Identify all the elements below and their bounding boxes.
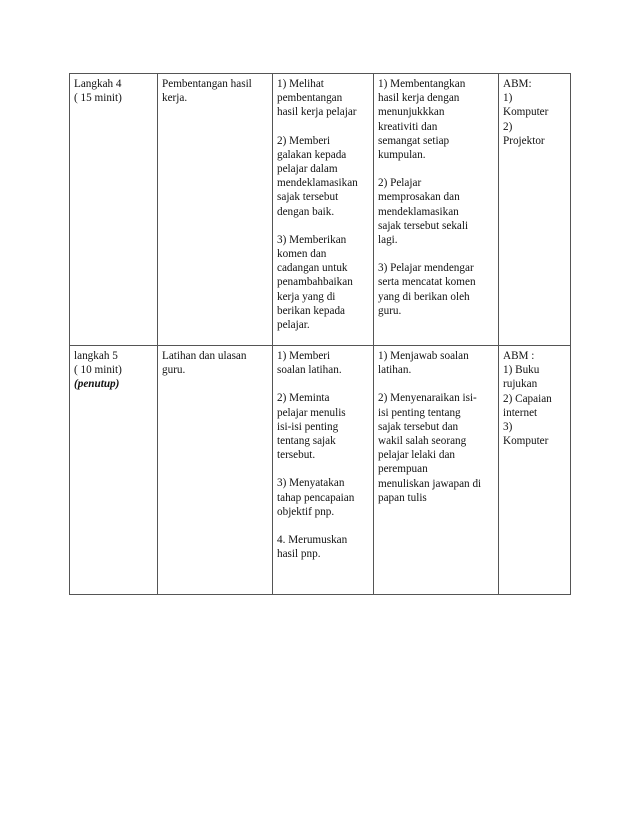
student-activity: 1) Membentangkan hasil kerja dengan menunjukkkan kreativiti dan semangat setiap kumpulan. (378, 78, 466, 162)
teacher-activity-cell (273, 346, 374, 595)
step-label: langkah 5 (74, 350, 118, 362)
student-activity: 1) Menjawab soalan latihan. (378, 350, 469, 377)
teacher-activity: 2) Meminta pelajar menulis isi-isi penting tentang sajak tersebut. (277, 392, 346, 462)
step-cell (70, 74, 158, 346)
content-text: Latihan dan ulasan guru. (162, 350, 247, 377)
table-row (70, 74, 571, 346)
student-activity-cell (374, 74, 499, 346)
student-activity-cell (374, 346, 499, 595)
teacher-activity: 4. Merumuskan hasil pnp. (277, 534, 348, 561)
abm-text: ABM: 1) Komputer 2) Projektor (503, 78, 549, 147)
student-activity: 2) Menyenaraikan isi- isi penting tentang sajak tersebut dan wakil salah seorang pelajar lelaki dan perempuan menuliskan jawapan di papan tulis (378, 392, 482, 504)
teacher-activity: 2) Memberi galakan kepada pelajar dalam mendeklamasikan sajak tersebut dengan baik. (277, 134, 358, 218)
teacher-activity: 3) Menyatakan tahap pencapaian objektif pnp. (277, 477, 355, 518)
abm-cell (499, 346, 571, 595)
step-cell (70, 346, 158, 595)
teacher-activity: 1) Melihat pembentangan hasil kerja pelajar (277, 78, 357, 119)
step-duration: ( 15 minit) (74, 92, 122, 105)
student-activity: 2) Pelajar memprosakan dan mendeklamasikan sajak tersebut sekali lagi. (378, 177, 469, 247)
step-phase: (penutup) (74, 378, 120, 391)
table-row (70, 346, 571, 595)
step-duration: ( 10 minit) (74, 364, 122, 377)
teacher-activity: 1) Memberi soalan latihan. (277, 350, 342, 377)
step-label: Langkah 4 (74, 78, 122, 90)
content-text: Pembentangan hasil kerja. (162, 78, 252, 105)
lesson-plan-table (69, 73, 571, 595)
abm-text: ABM : 1) Buku rujukan 2) Capaian internet 3) Komputer (503, 350, 552, 448)
content-cell (158, 346, 273, 595)
teacher-activity-cell (273, 74, 374, 346)
content-cell (158, 74, 273, 346)
student-activity: 3) Pelajar mendengar serta mencatat komen yang di berikan oleh guru. (378, 262, 476, 317)
teacher-activity: 3) Memberikan komen dan cadangan untuk penambahbaikan kerja yang di berikan kepada pelajar. (277, 233, 353, 332)
abm-cell (499, 74, 571, 346)
